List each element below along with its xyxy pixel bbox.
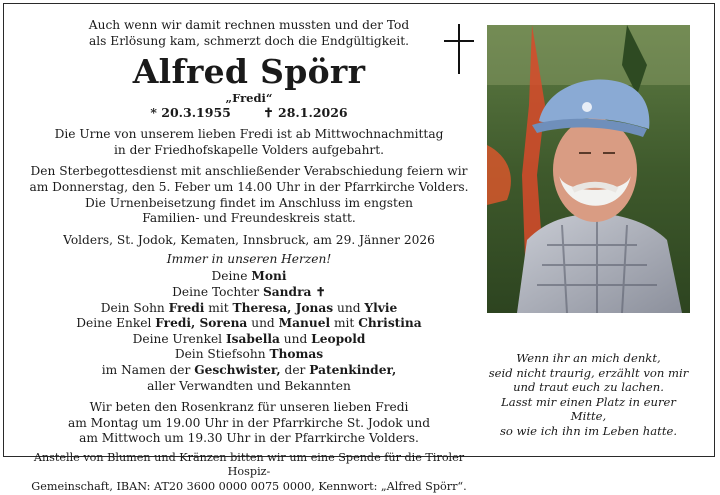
notice-line: am Donnerstag, den 5. Feber um 14.00 Uhr in der Pfarrkirche Volders. (29, 179, 469, 194)
family-line: Dein Stiefsohn Thomas (174, 347, 324, 362)
family-line: im Namen der Geschwister, der Patenkinder, (101, 362, 397, 377)
rosary-line: am Mittwoch um 19.30 Uhr in der Pfarrkirche Volders. (79, 431, 419, 446)
family-line: Deine Enkel Fredi, Sorena und Manuel mit Christina (76, 316, 422, 331)
deceased-nickname: „Fredi“ (225, 91, 273, 106)
motto: Immer in unseren Herzen! (166, 252, 332, 267)
intro-text (28, 18, 470, 49)
notice-place-date (28, 233, 470, 249)
intro-line: als Erlösung kam, schmerzt doch die Endgültigkeit. (89, 33, 409, 48)
donation-line: Anstelle von Blumen und Kränzen bitten wir um eine Spende für die Tiroler Hospiz- (33, 450, 465, 479)
notice-line: Den Sterbegottesdienst mit anschließender Verabschiedung feiern wir (30, 164, 468, 179)
rosary-notice (28, 400, 470, 447)
family-line: Deine Tochter Sandra ✝ (172, 284, 326, 299)
notice-line: in der Friedhofskapelle Volders aufgebahrt. (113, 142, 385, 157)
poem-line: so wie ich ihn im Leben hatte. (499, 423, 678, 438)
portrait-photo (487, 25, 690, 313)
notice-burial (28, 196, 470, 227)
intro-line: Auch wenn wir damit rechnen mussten und der Tod (88, 18, 410, 32)
notice-service (28, 164, 470, 195)
life-dates (28, 105, 470, 121)
family-line: Deine Urenkel Isabella und Leopold (132, 331, 366, 346)
notice-line: Familien- und Freundeskreis statt. (142, 211, 356, 226)
donation-line: Gemeinschaft, IBAN: AT20 3600 0000 0075 0000, Kennwort: „Alfred Spörr“. (31, 480, 467, 494)
rosary-line: Wir beten den Rosenkranz für unseren lieben Fredi (89, 400, 409, 415)
obituary-text (28, 18, 470, 495)
death-date: ✝ 28.1.2026 (263, 105, 348, 121)
birth-date: * 20.3.1955 (150, 105, 231, 121)
notice-urn (28, 127, 470, 158)
notice-line: Volders, St. Jodok, Kematen, Innsbruck, am 29. Jänner 2026 (63, 232, 435, 247)
poem (487, 351, 690, 439)
notice-line: Die Urnenbeisetzung findet im Anschluss im engsten (84, 195, 414, 210)
poem-line: Lasst mir einen Platz in eurer Mitte, (501, 394, 676, 424)
family-line: Dein Sohn Fredi mit Theresa, Jonas und Ylvie (100, 300, 398, 315)
family-list (28, 269, 470, 394)
rosary-line: am Montag um 19.00 Uhr in der Pfarrkirche St. Jodok und (67, 415, 431, 430)
family-line: aller Verwandten und Bekannten (147, 378, 351, 393)
cross-icon (444, 24, 474, 74)
poem-line: seid nicht traurig, erzählt von mir (488, 365, 689, 380)
poem-line: und traut euch zu lachen. (513, 380, 664, 395)
family-line: Deine Moni (211, 269, 287, 284)
deceased-name: Alfred Spörr (132, 52, 366, 92)
donation-notice (28, 451, 470, 495)
poem-line: Wenn ihr an mich denkt, (516, 351, 661, 365)
notice-line: Die Urne von unserem lieben Fredi ist ab Mittwochnachmittag (54, 127, 444, 142)
